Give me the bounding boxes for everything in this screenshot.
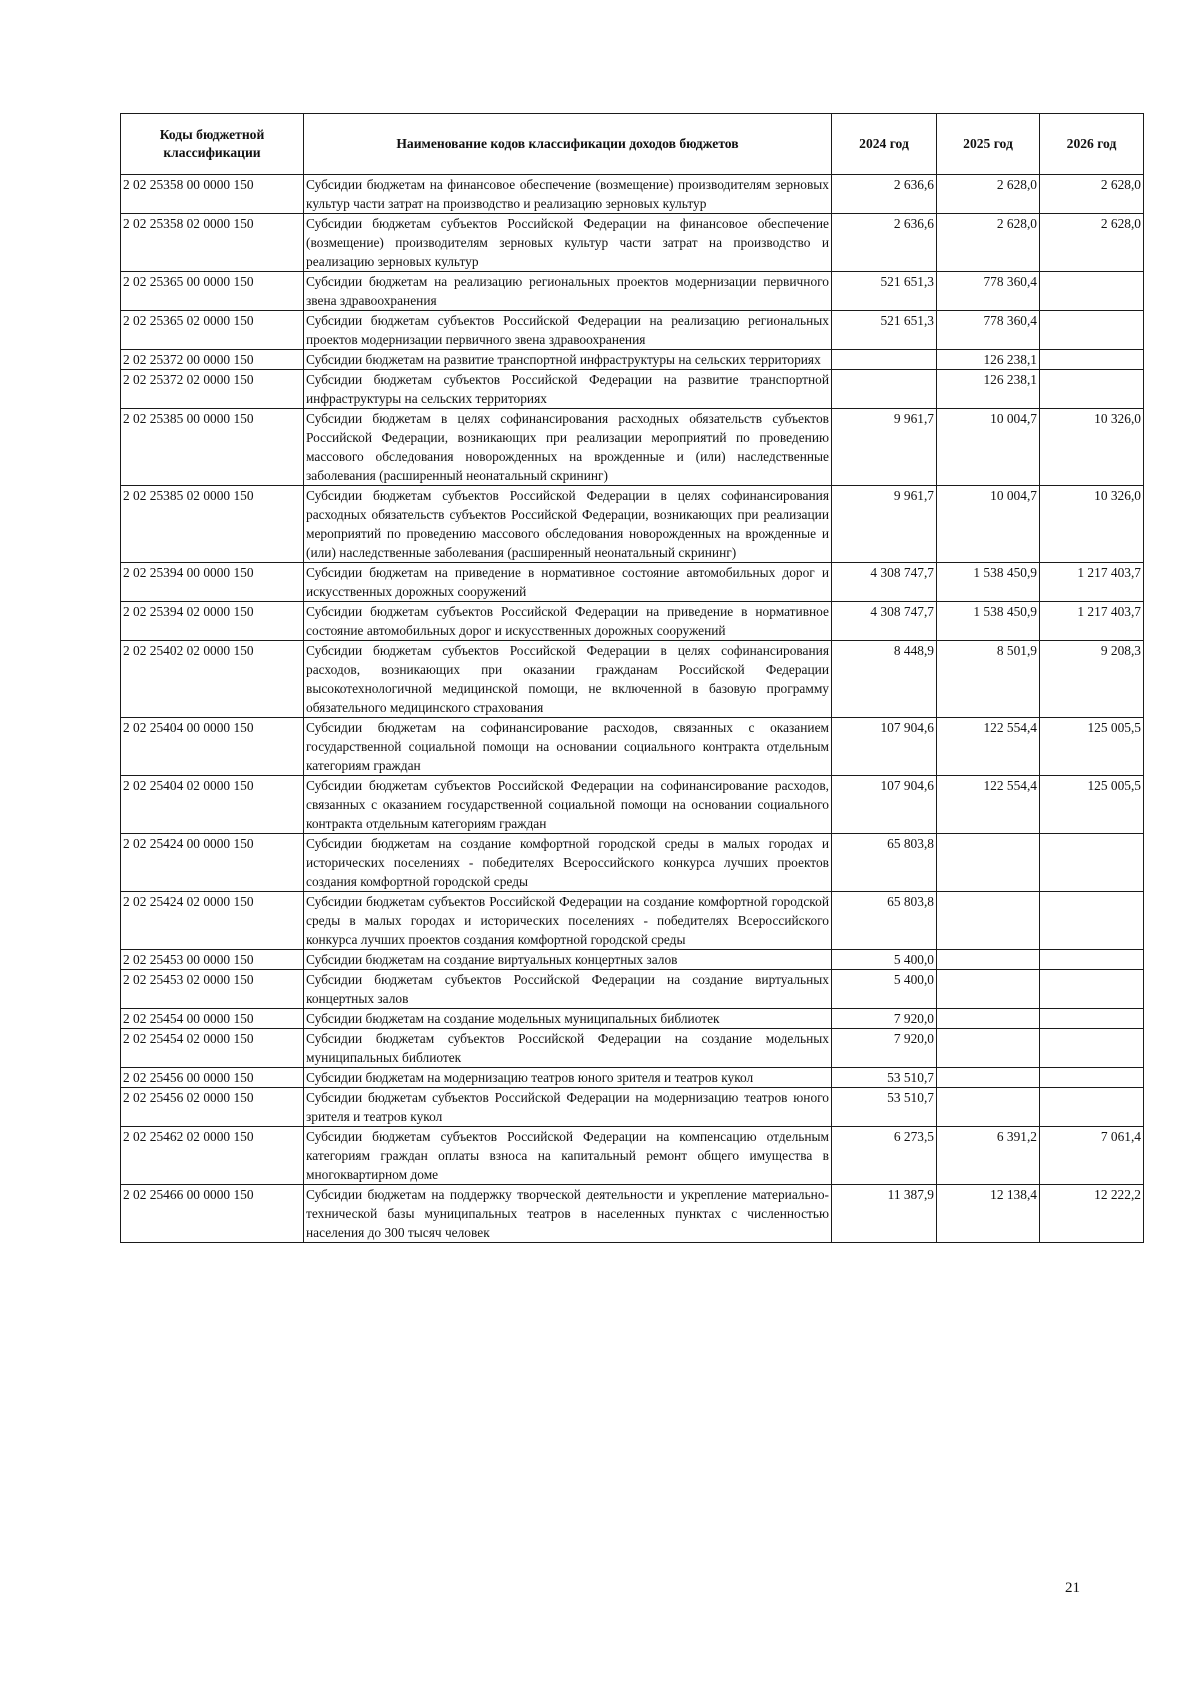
row-value-2025 <box>937 1029 1040 1068</box>
row-name: Субсидии бюджетам на реализацию региональных проектов модернизации первичного звена здравоохранения <box>304 272 832 311</box>
header-name: Наименование кодов классификации доходов бюджетов <box>304 114 832 175</box>
row-code: 2 02 25454 02 0000 150 <box>121 1029 304 1068</box>
row-name: Субсидии бюджетам субъектов Российской Федерации на развитие транспортной инфраструктуры на сельских территориях <box>304 370 832 409</box>
table-row <box>121 602 1144 641</box>
row-code: 2 02 25385 02 0000 150 <box>121 486 304 563</box>
row-value-2024: 9 961,7 <box>832 409 937 486</box>
row-value-2026: 2 628,0 <box>1040 175 1144 214</box>
row-value-2024 <box>832 350 937 370</box>
table-row <box>121 563 1144 602</box>
row-value-2025 <box>937 950 1040 970</box>
table-row <box>121 272 1144 311</box>
table-body <box>121 175 1144 1243</box>
row-value-2024: 53 510,7 <box>832 1068 937 1088</box>
row-value-2026: 1 217 403,7 <box>1040 602 1144 641</box>
table-header-row <box>121 114 1144 175</box>
row-value-2024: 65 803,8 <box>832 892 937 950</box>
row-value-2026 <box>1040 1068 1144 1088</box>
row-value-2025 <box>937 1009 1040 1029</box>
row-name: Субсидии бюджетам субъектов Российской Федерации на модернизацию театров юного зрителя и театров кукол <box>304 1088 832 1127</box>
row-value-2024: 7 920,0 <box>832 1009 937 1029</box>
row-value-2024 <box>832 370 937 409</box>
row-code: 2 02 25424 00 0000 150 <box>121 834 304 892</box>
row-name: Субсидии бюджетам на приведение в нормативное состояние автомобильных дорог и искусственных дорожных сооружений <box>304 563 832 602</box>
row-value-2024: 65 803,8 <box>832 834 937 892</box>
row-value-2026 <box>1040 350 1144 370</box>
table-row <box>121 175 1144 214</box>
row-value-2026 <box>1040 370 1144 409</box>
row-value-2025 <box>937 892 1040 950</box>
row-value-2026: 9 208,3 <box>1040 641 1144 718</box>
row-value-2026: 2 628,0 <box>1040 214 1144 272</box>
header-2024: 2024 год <box>832 114 937 175</box>
row-value-2026: 125 005,5 <box>1040 776 1144 834</box>
table-row <box>121 409 1144 486</box>
row-name: Субсидии бюджетам субъектов Российской Федерации в целях софинансирования расходов, возникающих при оказании гражданам Российской Федерации высокотехнологичной медицинской помощи, не включенной в базовую программу обязательного медицинского страхования <box>304 641 832 718</box>
row-value-2024: 2 636,6 <box>832 175 937 214</box>
row-code: 2 02 25372 02 0000 150 <box>121 370 304 409</box>
row-value-2025: 2 628,0 <box>937 175 1040 214</box>
row-value-2024: 521 651,3 <box>832 311 937 350</box>
row-value-2024: 8 448,9 <box>832 641 937 718</box>
row-code: 2 02 25358 02 0000 150 <box>121 214 304 272</box>
row-value-2026: 12 222,2 <box>1040 1185 1144 1243</box>
row-value-2024: 2 636,6 <box>832 214 937 272</box>
page-number: 21 <box>1065 1580 1080 1596</box>
row-value-2025 <box>937 1088 1040 1127</box>
row-value-2026: 1 217 403,7 <box>1040 563 1144 602</box>
row-value-2025: 122 554,4 <box>937 718 1040 776</box>
budget-income-table <box>120 113 1144 1243</box>
table-row <box>121 641 1144 718</box>
row-name: Субсидии бюджетам на создание комфортной городской среды в малых городах и исторических поселениях - победителях Всероссийского конкурса лучших проектов создания комфортной городской среды <box>304 834 832 892</box>
row-name: Субсидии бюджетам субъектов Российской Федерации на приведение в нормативное состояние автомобильных дорог и искусственных дорожных сооружений <box>304 602 832 641</box>
row-value-2025: 10 004,7 <box>937 486 1040 563</box>
row-value-2025 <box>937 970 1040 1009</box>
row-value-2026: 125 005,5 <box>1040 718 1144 776</box>
header-code: Коды бюджетной классификации <box>121 114 304 175</box>
row-code: 2 02 25394 02 0000 150 <box>121 602 304 641</box>
row-value-2025: 1 538 450,9 <box>937 602 1040 641</box>
row-value-2024: 11 387,9 <box>832 1185 937 1243</box>
table-row <box>121 970 1144 1009</box>
row-name: Субсидии бюджетам субъектов Российской Федерации на создание модельных муниципальных библиотек <box>304 1029 832 1068</box>
row-value-2024: 7 920,0 <box>832 1029 937 1068</box>
row-value-2024: 107 904,6 <box>832 718 937 776</box>
table-row <box>121 776 1144 834</box>
table-row <box>121 350 1144 370</box>
row-name: Субсидии бюджетам на создание модельных муниципальных библиотек <box>304 1009 832 1029</box>
row-value-2026 <box>1040 950 1144 970</box>
row-code: 2 02 25462 02 0000 150 <box>121 1127 304 1185</box>
row-name: Субсидии бюджетам субъектов Российской Федерации на софинансирование расходов, связанных с оказанием государственной социальной помощи на основании социального контракта отдельным категориям граждан <box>304 776 832 834</box>
row-value-2025: 2 628,0 <box>937 214 1040 272</box>
row-name: Субсидии бюджетам на создание виртуальных концертных залов <box>304 950 832 970</box>
table-row <box>121 892 1144 950</box>
row-code: 2 02 25466 00 0000 150 <box>121 1185 304 1243</box>
row-name: Субсидии бюджетам на развитие транспортной инфраструктуры на сельских территориях <box>304 350 832 370</box>
row-code: 2 02 25358 00 0000 150 <box>121 175 304 214</box>
row-value-2026 <box>1040 272 1144 311</box>
row-code: 2 02 25365 00 0000 150 <box>121 272 304 311</box>
row-value-2026 <box>1040 311 1144 350</box>
table-row <box>121 370 1144 409</box>
row-value-2025: 126 238,1 <box>937 370 1040 409</box>
row-value-2024: 6 273,5 <box>832 1127 937 1185</box>
row-value-2025: 126 238,1 <box>937 350 1040 370</box>
table-row <box>121 1088 1144 1127</box>
row-value-2026: 10 326,0 <box>1040 486 1144 563</box>
row-code: 2 02 25402 02 0000 150 <box>121 641 304 718</box>
row-value-2026 <box>1040 970 1144 1009</box>
row-code: 2 02 25372 00 0000 150 <box>121 350 304 370</box>
table-row <box>121 1009 1144 1029</box>
row-value-2024: 5 400,0 <box>832 970 937 1009</box>
row-name: Субсидии бюджетам субъектов Российской Федерации на финансовое обеспечение (возмещение) производителям зерновых культур части затрат на производство и реализацию зерновых культур <box>304 214 832 272</box>
row-value-2025: 10 004,7 <box>937 409 1040 486</box>
row-value-2026 <box>1040 1088 1144 1127</box>
row-value-2025: 8 501,9 <box>937 641 1040 718</box>
row-value-2025: 122 554,4 <box>937 776 1040 834</box>
header-2026: 2026 год <box>1040 114 1144 175</box>
row-value-2024: 107 904,6 <box>832 776 937 834</box>
row-code: 2 02 25394 00 0000 150 <box>121 563 304 602</box>
row-value-2025: 778 360,4 <box>937 272 1040 311</box>
row-name: Субсидии бюджетам субъектов Российской Федерации на реализацию региональных проектов модернизации первичного звена здравоохранения <box>304 311 832 350</box>
table-row <box>121 311 1144 350</box>
document-page <box>120 113 1143 1243</box>
row-value-2026 <box>1040 1029 1144 1068</box>
row-name: Субсидии бюджетам в целях софинансирования расходных обязательств субъектов Российской Федерации, возникающих при реализации мероприятий по проведению массового обследования новорожденных на врожденные и (или) наследственные заболевания (расширенный неонатальный скрининг) <box>304 409 832 486</box>
row-code: 2 02 25424 02 0000 150 <box>121 892 304 950</box>
header-2025: 2025 год <box>937 114 1040 175</box>
row-name: Субсидии бюджетам на финансовое обеспечение (возмещение) производителям зерновых культур части затрат на производство и реализацию зерновых культур <box>304 175 832 214</box>
table-row <box>121 1185 1144 1243</box>
table-row <box>121 950 1144 970</box>
row-value-2025: 12 138,4 <box>937 1185 1040 1243</box>
row-value-2026: 7 061,4 <box>1040 1127 1144 1185</box>
row-value-2024: 4 308 747,7 <box>832 563 937 602</box>
row-value-2024: 4 308 747,7 <box>832 602 937 641</box>
table-row <box>121 1127 1144 1185</box>
row-value-2024: 53 510,7 <box>832 1088 937 1127</box>
table-row <box>121 1029 1144 1068</box>
table-row <box>121 1068 1144 1088</box>
row-value-2024: 5 400,0 <box>832 950 937 970</box>
row-value-2026 <box>1040 1009 1144 1029</box>
row-name: Субсидии бюджетам на софинансирование расходов, связанных с оказанием государственной социальной помощи на основании социального контракта отдельным категориям граждан <box>304 718 832 776</box>
row-code: 2 02 25453 00 0000 150 <box>121 950 304 970</box>
row-code: 2 02 25404 02 0000 150 <box>121 776 304 834</box>
row-value-2024: 9 961,7 <box>832 486 937 563</box>
row-name: Субсидии бюджетам субъектов Российской Федерации на компенсацию отдельным категориям граждан оплаты взноса на капитальный ремонт общего имущества в многоквартирном доме <box>304 1127 832 1185</box>
row-value-2025: 6 391,2 <box>937 1127 1040 1185</box>
row-value-2025 <box>937 1068 1040 1088</box>
row-code: 2 02 25453 02 0000 150 <box>121 970 304 1009</box>
row-name: Субсидии бюджетам субъектов Российской Федерации на создание виртуальных концертных залов <box>304 970 832 1009</box>
row-value-2025: 778 360,4 <box>937 311 1040 350</box>
row-value-2024: 521 651,3 <box>832 272 937 311</box>
row-value-2025: 1 538 450,9 <box>937 563 1040 602</box>
table-row <box>121 834 1144 892</box>
row-code: 2 02 25404 00 0000 150 <box>121 718 304 776</box>
row-code: 2 02 25365 02 0000 150 <box>121 311 304 350</box>
row-value-2026: 10 326,0 <box>1040 409 1144 486</box>
table-row <box>121 214 1144 272</box>
row-code: 2 02 25454 00 0000 150 <box>121 1009 304 1029</box>
table-row <box>121 718 1144 776</box>
row-code: 2 02 25456 00 0000 150 <box>121 1068 304 1088</box>
row-name: Субсидии бюджетам на модернизацию театров юного зрителя и театров кукол <box>304 1068 832 1088</box>
row-name: Субсидии бюджетам субъектов Российской Федерации на создание комфортной городской среды в малых городах и исторических поселениях - победителях Всероссийского конкурса лучших проектов создания комфортной городской среды <box>304 892 832 950</box>
row-code: 2 02 25456 02 0000 150 <box>121 1088 304 1127</box>
row-name: Субсидии бюджетам на поддержку творческой деятельности и укрепление материально-технической базы муниципальных театров в населенных пунктах с численностью населения до 300 тысяч человек <box>304 1185 832 1243</box>
row-name: Субсидии бюджетам субъектов Российской Федерации в целях софинансирования расходных обязательств субъектов Российской Федерации, возникающих при реализации мероприятий по проведению массового обследования новорожденных на врожденные и (или) наследственные заболевания (расширенный неонатальный скрининг) <box>304 486 832 563</box>
row-value-2026 <box>1040 892 1144 950</box>
row-code: 2 02 25385 00 0000 150 <box>121 409 304 486</box>
row-value-2026 <box>1040 834 1144 892</box>
table-row <box>121 486 1144 563</box>
row-value-2025 <box>937 834 1040 892</box>
